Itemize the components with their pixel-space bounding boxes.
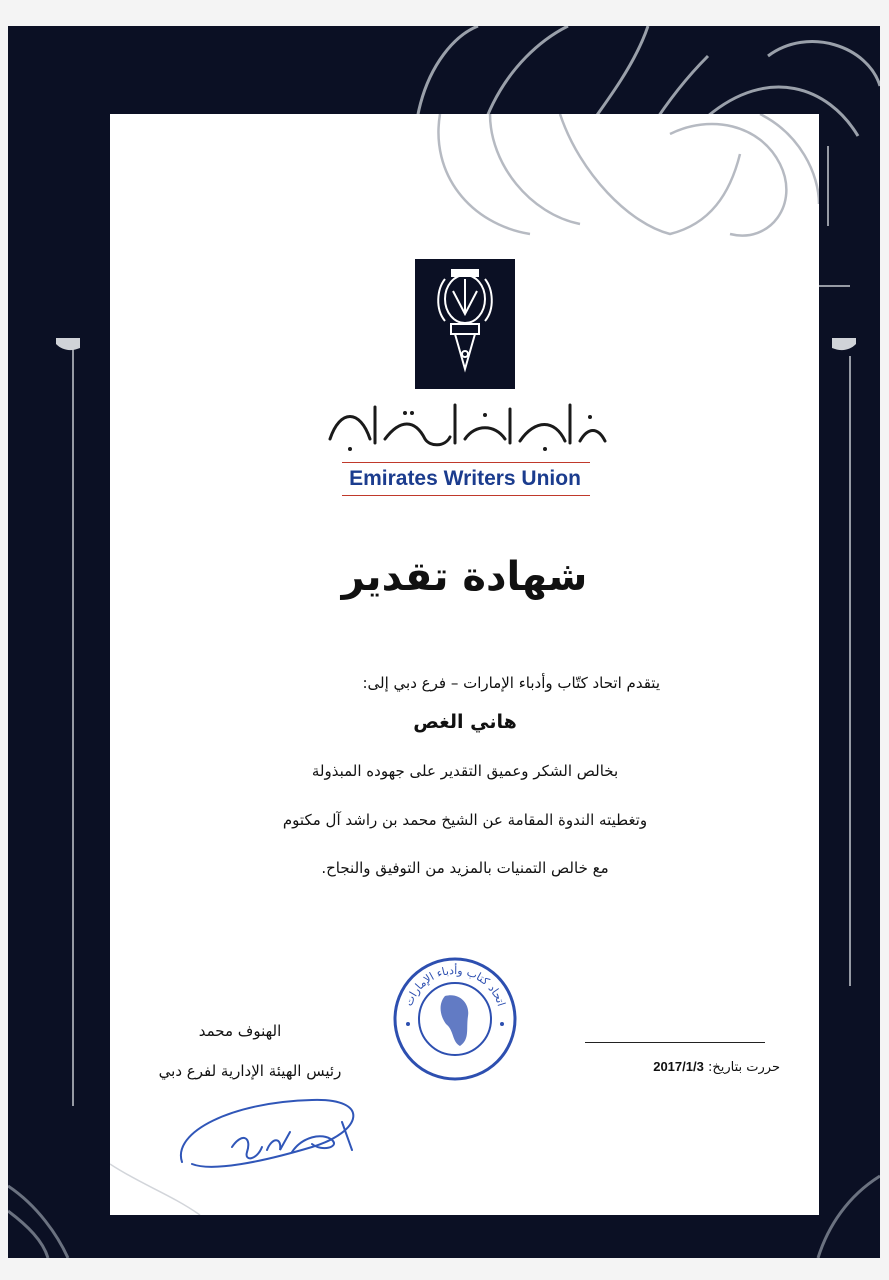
pen-nib-emblem-icon: [415, 259, 515, 389]
svg-text:EWU: EWU: [456, 326, 474, 333]
svg-text:اتحاد كتاب وأدباء الإمارات: اتحاد كتاب وأدباء الإمارات: [402, 963, 508, 1008]
certificate-frame: [8, 26, 880, 1258]
official-seal-icon: [390, 954, 520, 1084]
arabic-name-logotype: [320, 399, 610, 453]
body-line: بخالص الشكر وعميق التقدير على جهوده المبذولة: [311, 762, 619, 780]
signatory-name: الهنوف محمد: [198, 1022, 282, 1040]
body-line: مع خالص التمنيات بالمزيد من التوفيق والنجاح.: [321, 859, 609, 877]
intro-text: يتقدم اتحاد كتّاب وأدباء الإمارات – فرع دبي إلى:: [362, 674, 660, 692]
issue-date-value: 2017/1/3: [653, 1059, 704, 1074]
certificate-title: شهادة تقدير: [341, 554, 588, 600]
certificate-paper: [110, 114, 819, 1215]
union-emblem: [415, 259, 515, 389]
english-union-name: Emirates Writers Union: [349, 467, 581, 490]
logo-underline: [342, 495, 590, 496]
logo-divider-line: [342, 462, 590, 463]
date-signature-line: [585, 1042, 765, 1043]
body-line: وتغطيته الندوة المقامة عن الشيخ محمد بن راشد آل مكتوم: [282, 811, 648, 829]
signatory-title: رئيس الهيئة الإدارية لفرع دبي: [158, 1062, 342, 1080]
handwritten-signature-icon: [172, 1092, 372, 1182]
issue-date: [580, 1059, 780, 1075]
issue-date-label: حررت بتاريخ:: [707, 1060, 780, 1075]
recipient-name: هاني الغص: [413, 711, 517, 733]
